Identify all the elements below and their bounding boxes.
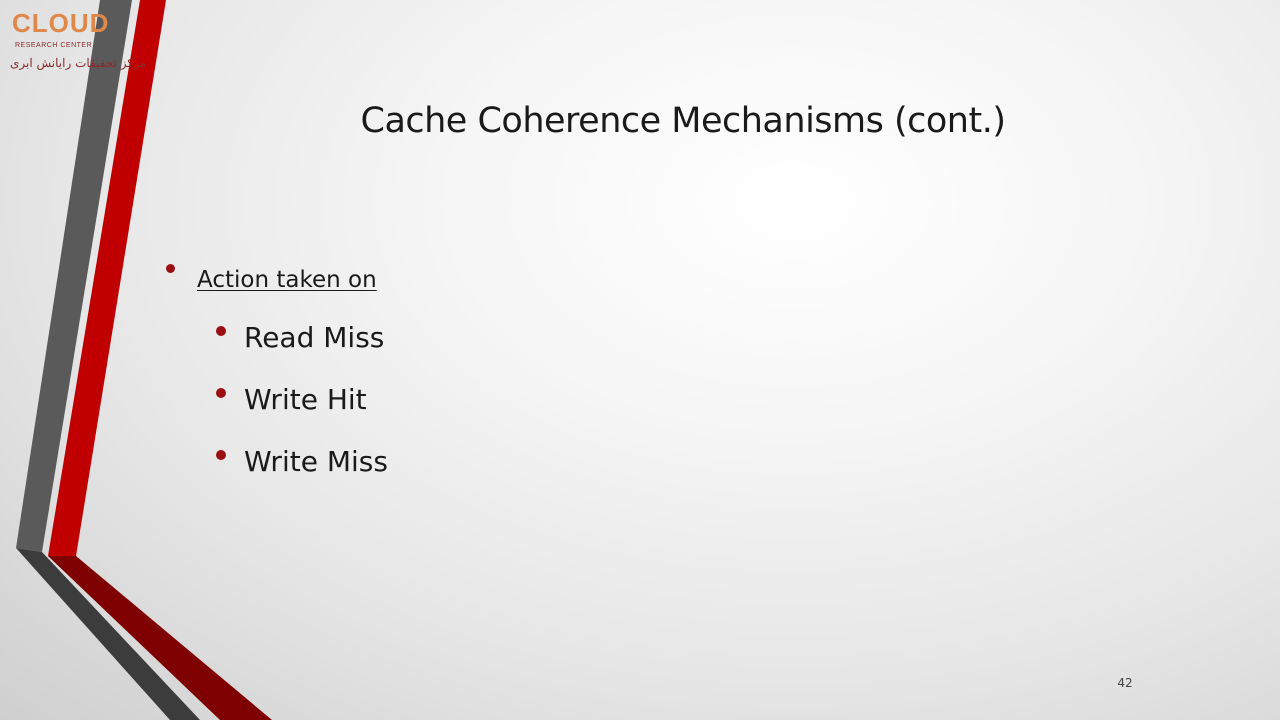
sub-bullet-dot-icon [216, 450, 226, 460]
page-number: 42 [1117, 676, 1133, 690]
logo-subtitle: RESEARCH CENTER [15, 42, 93, 49]
sub-bullet-text: Read Miss [244, 321, 385, 354]
bullet-text: Action taken on [197, 267, 377, 293]
sub-bullet-dot-icon [216, 326, 226, 336]
logo-wordmark: CLOUD [12, 8, 110, 38]
sub-bullet-text: Write Hit [244, 383, 367, 416]
logo-persian-text: مرکز تحقیقات رایانش ابری [10, 56, 147, 70]
dark-gray-lower-stripe [16, 548, 200, 720]
slide-title: Cache Coherence Mechanisms (cont.) [360, 101, 1006, 141]
sub-bullet-text: Write Miss [244, 445, 388, 478]
bullet-dot-icon [166, 264, 175, 273]
cloud-research-center-logo [8, 8, 147, 78]
sub-bullet-dot-icon [216, 388, 226, 398]
